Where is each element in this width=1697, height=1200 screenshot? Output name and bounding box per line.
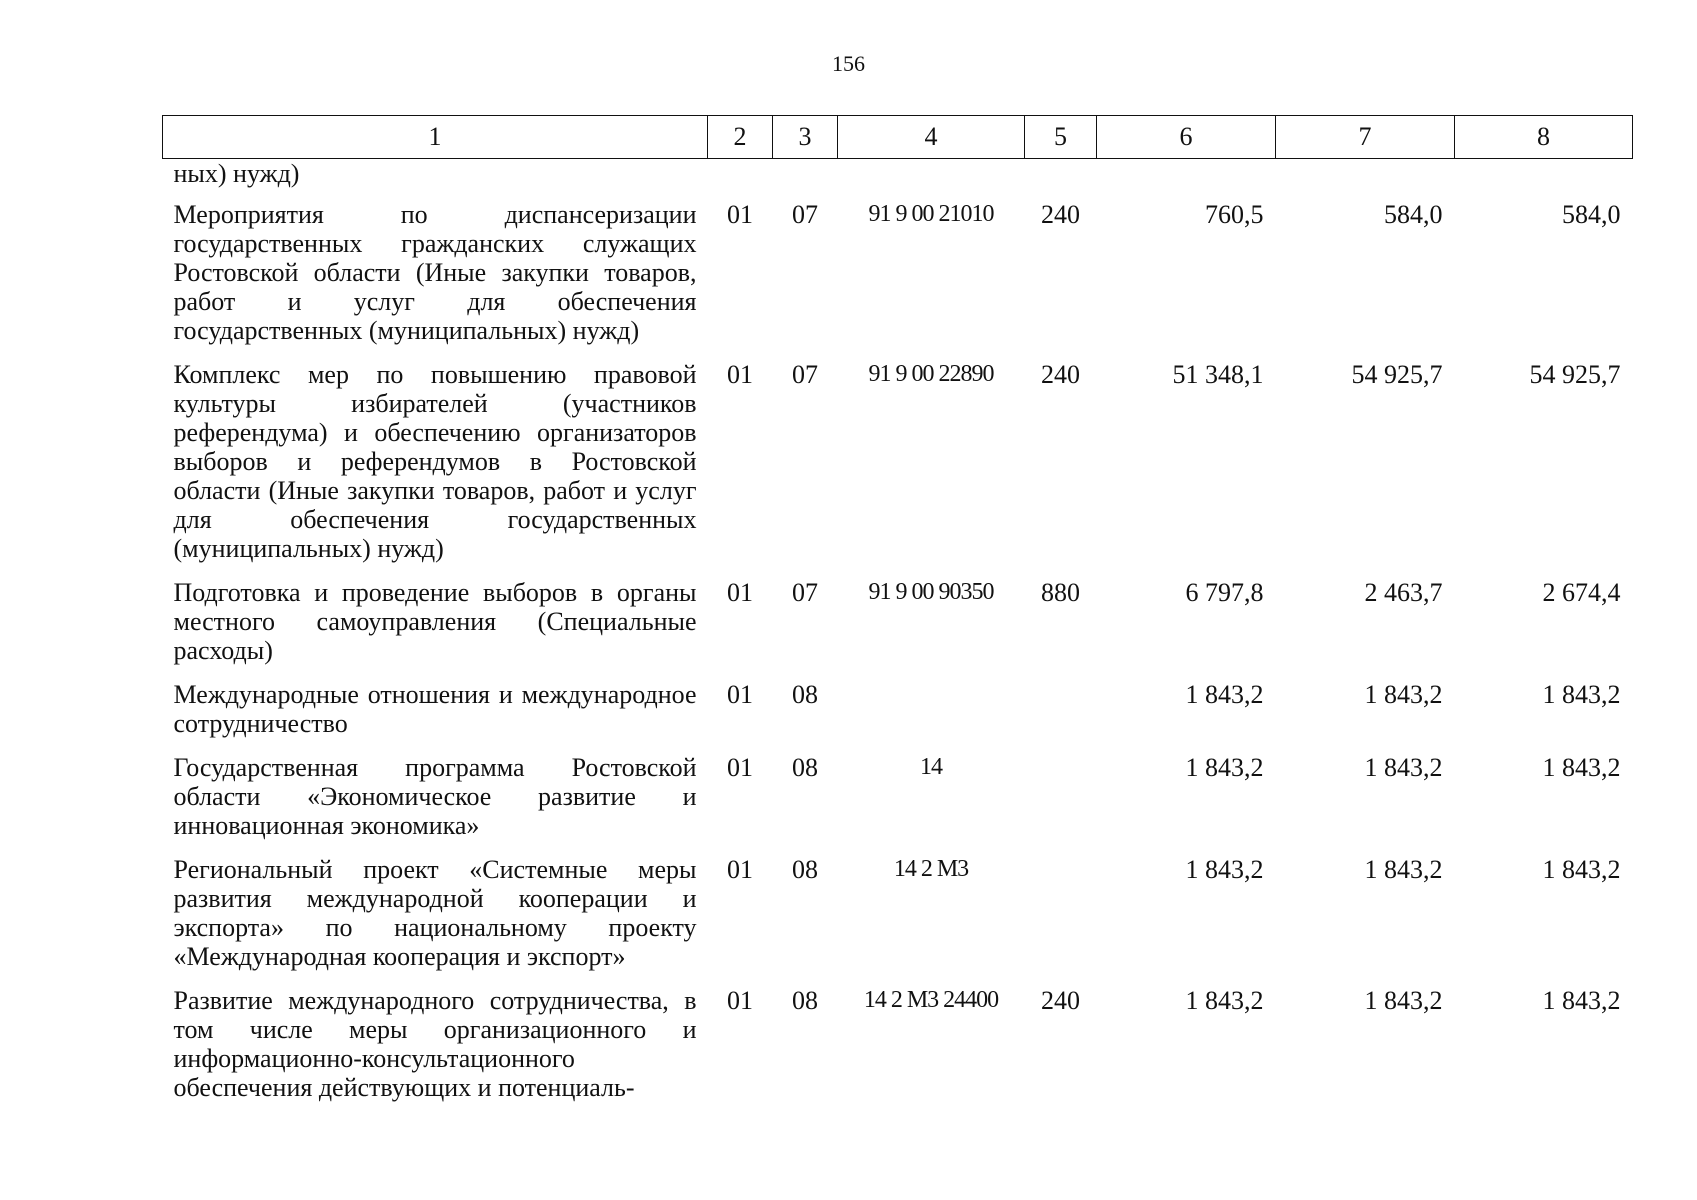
amount-col-7: 1 843,2 <box>1364 855 1443 884</box>
amount-col-6 <box>1097 159 1276 193</box>
amount-col-8 <box>1455 159 1633 193</box>
item-name: Подготовка и проведение выборов в органы местного самоуправления (Специальные расходы) <box>173 578 697 665</box>
amount-col-7: 1 843,2 <box>1364 680 1443 709</box>
section-code <box>708 159 773 193</box>
header-col-6: 6 <box>1097 116 1276 159</box>
table-body <box>163 159 1633 1110</box>
amount-col-6: 760,5 <box>1205 200 1264 229</box>
target-article-code: 14 <box>920 754 942 780</box>
expense-type-code: 240 <box>1041 986 1080 1015</box>
table-header <box>163 116 1633 159</box>
item-name: Комплекс мер по повышению правовой культуры избирателей (участников референдума) и обеспечению организаторов выборов и референдумов в Ростовской области (Иные закупки товаров, работ и услуг для обеспечения государственных (муниципальных) нужд) <box>173 360 697 563</box>
target-article-code <box>838 672 1025 745</box>
amount-col-8: 584,0 <box>1562 200 1621 229</box>
subsection-code <box>773 159 838 193</box>
section-code: 01 <box>727 855 753 884</box>
amount-col-8: 1 843,2 <box>1542 855 1621 884</box>
target-article-code: 91 9 00 21010 <box>868 201 994 227</box>
section-code: 01 <box>727 578 753 607</box>
subsection-code: 07 <box>792 200 818 229</box>
amount-col-8: 1 843,2 <box>1542 753 1621 782</box>
amount-col-7: 1 843,2 <box>1364 753 1443 782</box>
amount-col-7: 54 925,7 <box>1351 360 1443 389</box>
target-article-code: 14 2 M3 24400 <box>863 987 999 1013</box>
section-code: 01 <box>727 200 753 229</box>
table-row <box>163 745 1633 847</box>
subsection-code: 07 <box>792 360 818 389</box>
amount-col-6: 1 843,2 <box>1185 680 1264 709</box>
subsection-code: 08 <box>792 753 818 782</box>
item-name: Международные отношения и международное сотрудничество <box>173 680 697 738</box>
item-name: Мероприятия по диспансеризации государственных гражданских служащих Ростовской области (Иные закупки товаров, работ и услуг для обеспечения государственных (муниципальных) нужд) <box>173 200 697 345</box>
table-row <box>163 352 1633 570</box>
expense-type-code: 240 <box>1041 200 1080 229</box>
expense-type-code <box>1025 745 1097 847</box>
amount-col-8: 1 843,2 <box>1542 680 1621 709</box>
amount-col-7: 2 463,7 <box>1364 578 1443 607</box>
item-name: Региональный проект «Системные меры развития международной кооперации и экспорта» по национальному проекту «Международная кооперация и экспорт» <box>173 855 697 971</box>
target-article-code: 91 9 00 22890 <box>868 361 994 387</box>
subsection-code: 08 <box>792 986 818 1015</box>
budget-table <box>162 115 1633 1109</box>
amount-col-6: 1 843,2 <box>1185 753 1264 782</box>
amount-col-7: 1 843,2 <box>1364 986 1443 1015</box>
amount-col-8: 1 843,2 <box>1542 986 1621 1015</box>
header-col-4: 4 <box>838 116 1025 159</box>
section-code: 01 <box>727 360 753 389</box>
table-row <box>163 672 1633 745</box>
header-row <box>163 116 1633 159</box>
amount-col-6: 6 797,8 <box>1185 578 1264 607</box>
item-name: Государственная программа Ростовской области «Экономическое развитие и инновационная экономика» <box>173 753 697 840</box>
expense-type-code <box>1025 672 1097 745</box>
table-row <box>163 978 1633 1109</box>
table-row <box>163 570 1633 672</box>
amount-col-6: 1 843,2 <box>1185 986 1264 1015</box>
subsection-code: 07 <box>792 578 818 607</box>
amount-col-8: 54 925,7 <box>1529 360 1621 389</box>
amount-col-7 <box>1276 159 1455 193</box>
subsection-code: 08 <box>792 855 818 884</box>
target-article-code: 91 9 00 90350 <box>868 579 994 605</box>
amount-col-8: 2 674,4 <box>1542 578 1621 607</box>
table-row <box>163 192 1633 352</box>
expense-type-code <box>1025 847 1097 978</box>
amount-col-6: 51 348,1 <box>1172 360 1264 389</box>
target-article-code: 14 2 M3 <box>893 856 969 882</box>
page-number: 156 <box>832 51 865 76</box>
section-code: 01 <box>727 680 753 709</box>
amount-col-7: 584,0 <box>1384 200 1443 229</box>
header-col-8: 8 <box>1455 116 1633 159</box>
header-col-2: 2 <box>708 116 773 159</box>
subsection-code: 08 <box>792 680 818 709</box>
header-col-5: 5 <box>1025 116 1097 159</box>
section-code: 01 <box>727 986 753 1015</box>
amount-col-6: 1 843,2 <box>1185 855 1264 884</box>
header-col-1: 1 <box>163 116 708 159</box>
header-col-3: 3 <box>773 116 838 159</box>
expense-type-code <box>1025 159 1097 193</box>
target-article-code <box>838 159 1025 193</box>
item-name: Развитие международного сотрудничества, в том числе меры организационного и информационно-консультационного обеспечения действующих и потенциаль- <box>173 986 697 1102</box>
section-code: 01 <box>727 753 753 782</box>
expense-type-code: 240 <box>1041 360 1080 389</box>
table-row <box>163 847 1633 978</box>
expense-type-code: 880 <box>1041 578 1080 607</box>
header-col-7: 7 <box>1276 116 1455 159</box>
table-row <box>163 159 1633 193</box>
item-name: ных) нужд) <box>173 159 300 188</box>
